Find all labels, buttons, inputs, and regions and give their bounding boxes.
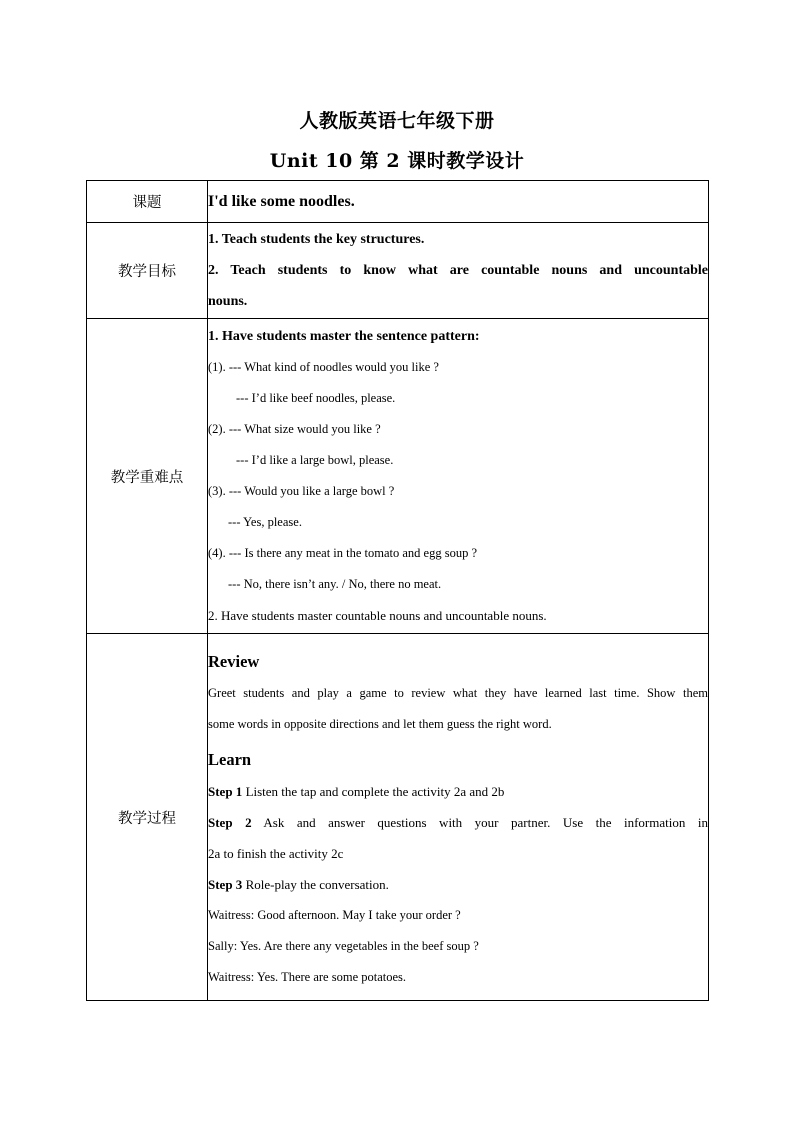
cell-process [208, 634, 709, 1001]
row-topic [87, 181, 709, 223]
step-3 [208, 869, 708, 900]
topic-value: I'd like some noodles. [208, 192, 355, 210]
key-point-a4: --- No, there isn’t any. / No, there no meat. [228, 577, 442, 591]
key-point-2: 2. Have students master countable nouns and uncountable nouns. [208, 608, 547, 623]
label-topic: 课题 [87, 181, 208, 223]
objective-1: 1. Teach students the key structures. [208, 232, 425, 247]
key-point-a3: --- Yes, please. [228, 515, 302, 529]
row-objectives [87, 223, 709, 319]
objective-2-line1: 2. Teach students to know what are countable nouns and uncountable [208, 263, 708, 278]
review-text-line2: some words in opposite directions and let them guess the right word. [208, 716, 552, 731]
review-heading: Review [208, 651, 260, 671]
step-3-text: Role-play the conversation. [242, 876, 389, 892]
dialog-line-2: Sally: Yes. Are there any vegetables in the beef soup ? [208, 938, 479, 953]
row-key-points [87, 319, 709, 634]
learn-heading: Learn [208, 749, 252, 769]
cell-topic [208, 181, 709, 223]
key-point-a2: --- I’d like a large bowl, please. [236, 453, 394, 467]
key-point-q2: (2). --- What size would you like ? [208, 422, 381, 436]
key-point-a1: --- I’d like beef noodles, please. [236, 391, 396, 405]
document-subtitle: Unit 10 第 2 课时教学设计 [269, 150, 525, 172]
dialog-line-3: Waitress: Yes. There are some potatoes. [208, 969, 407, 984]
row-process [87, 634, 709, 1001]
label-objectives: 教学目标 [87, 223, 208, 319]
step-1 [208, 776, 708, 807]
lesson-plan-table [86, 180, 709, 1001]
objective-2-line2: nouns. [208, 294, 248, 309]
dialog-line-1: Waitress: Good afternoon. May I take your order ? [208, 907, 461, 922]
step-2-text: Ask and answer questions with your partner. Use the information in [251, 814, 708, 830]
document-title: 人教版英语七年级下册 [299, 110, 495, 132]
step-2-line2: 2a to finish the activity 2c [208, 845, 344, 861]
cell-key-points [208, 319, 709, 634]
step-1-text: Listen the tap and complete the activity 2a and 2b [242, 783, 505, 799]
key-points-heading: 1. Have students master the sentence pattern: [208, 329, 480, 344]
step-2-label: Step 2 [208, 814, 252, 830]
step-3-label: Step 3 [208, 876, 243, 892]
review-text-line1: Greet students and play a game to review what they have learned last time. Show them [208, 685, 708, 700]
label-process: 教学过程 [87, 634, 208, 1001]
key-point-q3: (3). --- Would you like a large bowl ? [208, 484, 395, 498]
step-2-line1 [208, 807, 708, 838]
label-key-points: 教学重难点 [87, 319, 208, 634]
step-1-label: Step 1 [208, 783, 243, 799]
key-point-q4: (4). --- Is there any meat in the tomato and egg soup ? [208, 546, 478, 560]
key-point-q1: (1). --- What kind of noodles would you like ? [208, 360, 439, 374]
cell-objectives [208, 223, 709, 319]
